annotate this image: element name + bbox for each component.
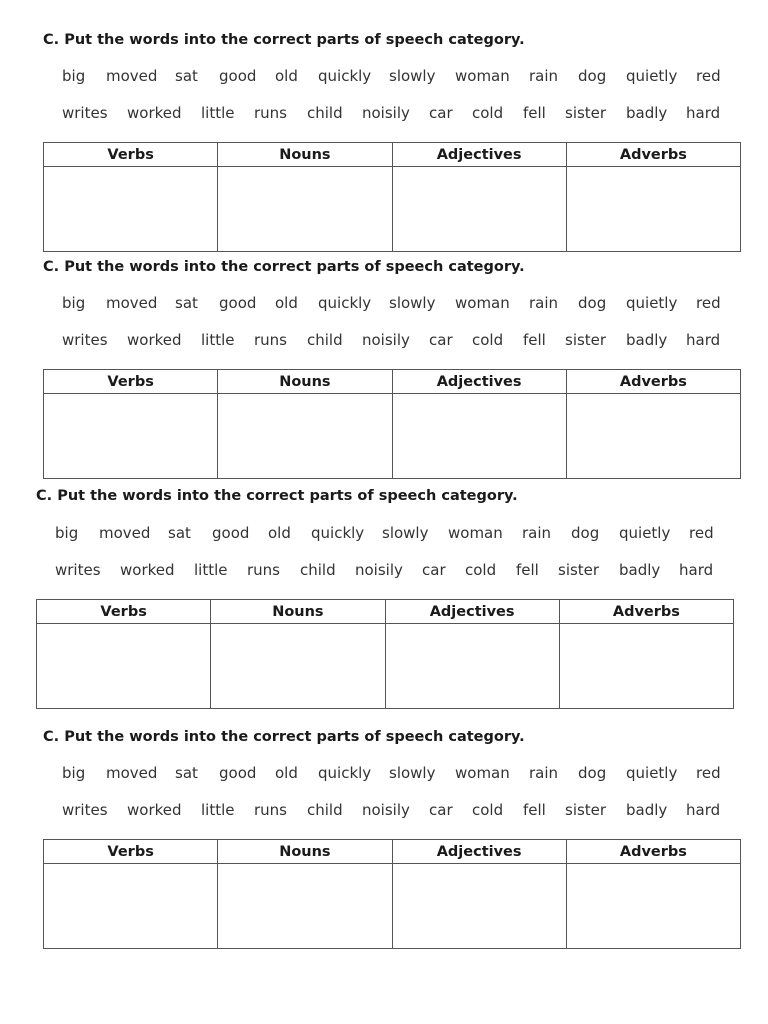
category-table	[43, 369, 741, 479]
word-bank-word: big	[62, 764, 86, 782]
word-bank-word: rain	[529, 764, 559, 782]
word-bank-word: child	[307, 801, 343, 819]
word-bank-word: little	[201, 801, 235, 819]
word-bank-word: noisily	[362, 801, 410, 819]
word-bank-word: quickly	[318, 294, 372, 312]
word-bank-word: sister	[565, 801, 607, 819]
adjectives-answer-cell[interactable]	[392, 394, 566, 479]
word-bank-word: writes	[55, 561, 101, 579]
word-bank-word: sat	[175, 67, 198, 85]
word-bank-word: badly	[626, 801, 668, 819]
word-bank-word: woman	[455, 764, 510, 782]
header-verbs: Verbs	[44, 370, 218, 394]
word-bank-word: big	[55, 524, 79, 542]
header-nouns: Nouns	[211, 600, 385, 624]
header-adverbs: Adverbs	[566, 840, 740, 864]
header-adjectives: Adjectives	[392, 143, 566, 167]
nouns-answer-cell[interactable]	[218, 167, 392, 252]
word-bank-row-1	[0, 524, 761, 544]
word-bank-word: quietly	[626, 67, 678, 85]
word-bank-word: cold	[472, 801, 504, 819]
word-bank-word: writes	[62, 104, 108, 122]
word-bank-word: writes	[62, 801, 108, 819]
word-bank-word: writes	[62, 331, 108, 349]
header-nouns: Nouns	[218, 840, 392, 864]
word-bank-row-2	[0, 801, 768, 821]
word-bank-word: rain	[529, 67, 559, 85]
word-bank-word: good	[219, 67, 257, 85]
word-bank-word: runs	[254, 801, 287, 819]
word-bank-word: hard	[686, 331, 721, 349]
word-bank-word: badly	[619, 561, 661, 579]
header-verbs: Verbs	[37, 600, 211, 624]
exercise-title: C. Put the words into the correct parts of speech category.	[43, 32, 525, 48]
exercise-title: C. Put the words into the correct parts of speech category.	[43, 729, 525, 745]
word-bank-word: hard	[686, 104, 721, 122]
word-bank-word: old	[275, 294, 298, 312]
word-bank-word: old	[275, 67, 298, 85]
word-bank-word: big	[62, 294, 86, 312]
category-table	[36, 599, 734, 709]
word-bank-word: sister	[565, 104, 607, 122]
word-bank-word: cold	[472, 331, 504, 349]
word-bank-word: big	[62, 67, 86, 85]
word-bank-word: slowly	[389, 67, 436, 85]
word-bank-word: fell	[523, 331, 546, 349]
word-bank-word: moved	[106, 764, 158, 782]
header-nouns: Nouns	[218, 143, 392, 167]
verbs-answer-cell[interactable]	[44, 167, 218, 252]
nouns-answer-cell[interactable]	[211, 624, 385, 709]
header-adjectives: Adjectives	[392, 840, 566, 864]
word-bank-word: good	[219, 764, 257, 782]
word-bank-word: child	[300, 561, 336, 579]
header-verbs: Verbs	[44, 840, 218, 864]
word-bank-word: woman	[455, 67, 510, 85]
word-bank-word: sat	[168, 524, 191, 542]
word-bank-word: fell	[516, 561, 539, 579]
word-bank-word: runs	[247, 561, 280, 579]
word-bank-word: little	[201, 104, 235, 122]
word-bank-row-2	[0, 104, 768, 124]
word-bank-word: noisily	[362, 104, 410, 122]
word-bank-word: sat	[175, 294, 198, 312]
word-bank-word: dog	[571, 524, 600, 542]
word-bank-word: red	[696, 764, 721, 782]
word-bank-word: dog	[578, 764, 607, 782]
word-bank-word: hard	[686, 801, 721, 819]
word-bank-row-2	[0, 561, 761, 581]
word-bank-row-1	[0, 764, 768, 784]
word-bank-word: rain	[529, 294, 559, 312]
word-bank-word: little	[201, 331, 235, 349]
word-bank-word: dog	[578, 294, 607, 312]
word-bank-word: car	[429, 104, 453, 122]
word-bank-word: badly	[626, 331, 668, 349]
adjectives-answer-cell[interactable]	[392, 167, 566, 252]
word-bank-word: quietly	[619, 524, 671, 542]
word-bank-word: little	[194, 561, 228, 579]
nouns-answer-cell[interactable]	[218, 394, 392, 479]
word-bank-word: child	[307, 104, 343, 122]
word-bank-word: hard	[679, 561, 714, 579]
word-bank-word: old	[268, 524, 291, 542]
verbs-answer-cell[interactable]	[37, 624, 211, 709]
word-bank-word: sister	[565, 331, 607, 349]
word-bank-word: slowly	[389, 764, 436, 782]
word-bank-word: worked	[127, 104, 182, 122]
word-bank-word: sat	[175, 764, 198, 782]
word-bank-word: worked	[127, 331, 182, 349]
verbs-answer-cell[interactable]	[44, 864, 218, 949]
header-verbs: Verbs	[44, 143, 218, 167]
adverbs-answer-cell[interactable]	[566, 394, 740, 479]
word-bank-word: child	[307, 331, 343, 349]
word-bank-word: sister	[558, 561, 600, 579]
exercise-title: C. Put the words into the correct parts of speech category.	[43, 259, 525, 275]
word-bank-word: slowly	[382, 524, 429, 542]
word-bank-word: cold	[465, 561, 497, 579]
word-bank-word: quickly	[318, 67, 372, 85]
word-bank-row-1	[0, 67, 768, 87]
adverbs-answer-cell[interactable]	[559, 624, 733, 709]
word-bank-word: moved	[99, 524, 151, 542]
word-bank-word: woman	[455, 294, 510, 312]
header-adverbs: Adverbs	[566, 370, 740, 394]
word-bank-word: good	[219, 294, 257, 312]
word-bank-word: quickly	[311, 524, 365, 542]
verbs-answer-cell[interactable]	[44, 394, 218, 479]
word-bank-word: slowly	[389, 294, 436, 312]
word-bank-word: worked	[120, 561, 175, 579]
adjectives-answer-cell[interactable]	[385, 624, 559, 709]
header-adverbs: Adverbs	[566, 143, 740, 167]
word-bank-word: runs	[254, 331, 287, 349]
word-bank-word: fell	[523, 801, 546, 819]
word-bank-word: dog	[578, 67, 607, 85]
word-bank-word: worked	[127, 801, 182, 819]
word-bank-word: quietly	[626, 764, 678, 782]
word-bank-row-2	[0, 331, 768, 351]
word-bank-word: quickly	[318, 764, 372, 782]
exercise-title: C. Put the words into the correct parts of speech category.	[36, 488, 518, 504]
word-bank-word: old	[275, 764, 298, 782]
header-adverbs: Adverbs	[559, 600, 733, 624]
word-bank-word: moved	[106, 67, 158, 85]
adverbs-answer-cell[interactable]	[566, 864, 740, 949]
nouns-answer-cell[interactable]	[218, 864, 392, 949]
word-bank-word: quietly	[626, 294, 678, 312]
word-bank-row-1	[0, 294, 768, 314]
word-bank-word: woman	[448, 524, 503, 542]
header-adjectives: Adjectives	[392, 370, 566, 394]
adjectives-answer-cell[interactable]	[392, 864, 566, 949]
word-bank-word: good	[212, 524, 250, 542]
header-adjectives: Adjectives	[385, 600, 559, 624]
word-bank-word: noisily	[362, 331, 410, 349]
header-nouns: Nouns	[218, 370, 392, 394]
word-bank-word: rain	[522, 524, 552, 542]
adverbs-answer-cell[interactable]	[566, 167, 740, 252]
word-bank-word: badly	[626, 104, 668, 122]
word-bank-word: car	[429, 331, 453, 349]
word-bank-word: noisily	[355, 561, 403, 579]
word-bank-word: car	[422, 561, 446, 579]
category-table	[43, 839, 741, 949]
category-table	[43, 142, 741, 252]
word-bank-word: fell	[523, 104, 546, 122]
word-bank-word: red	[696, 294, 721, 312]
word-bank-word: moved	[106, 294, 158, 312]
word-bank-word: red	[696, 67, 721, 85]
word-bank-word: red	[689, 524, 714, 542]
word-bank-word: cold	[472, 104, 504, 122]
word-bank-word: runs	[254, 104, 287, 122]
word-bank-word: car	[429, 801, 453, 819]
